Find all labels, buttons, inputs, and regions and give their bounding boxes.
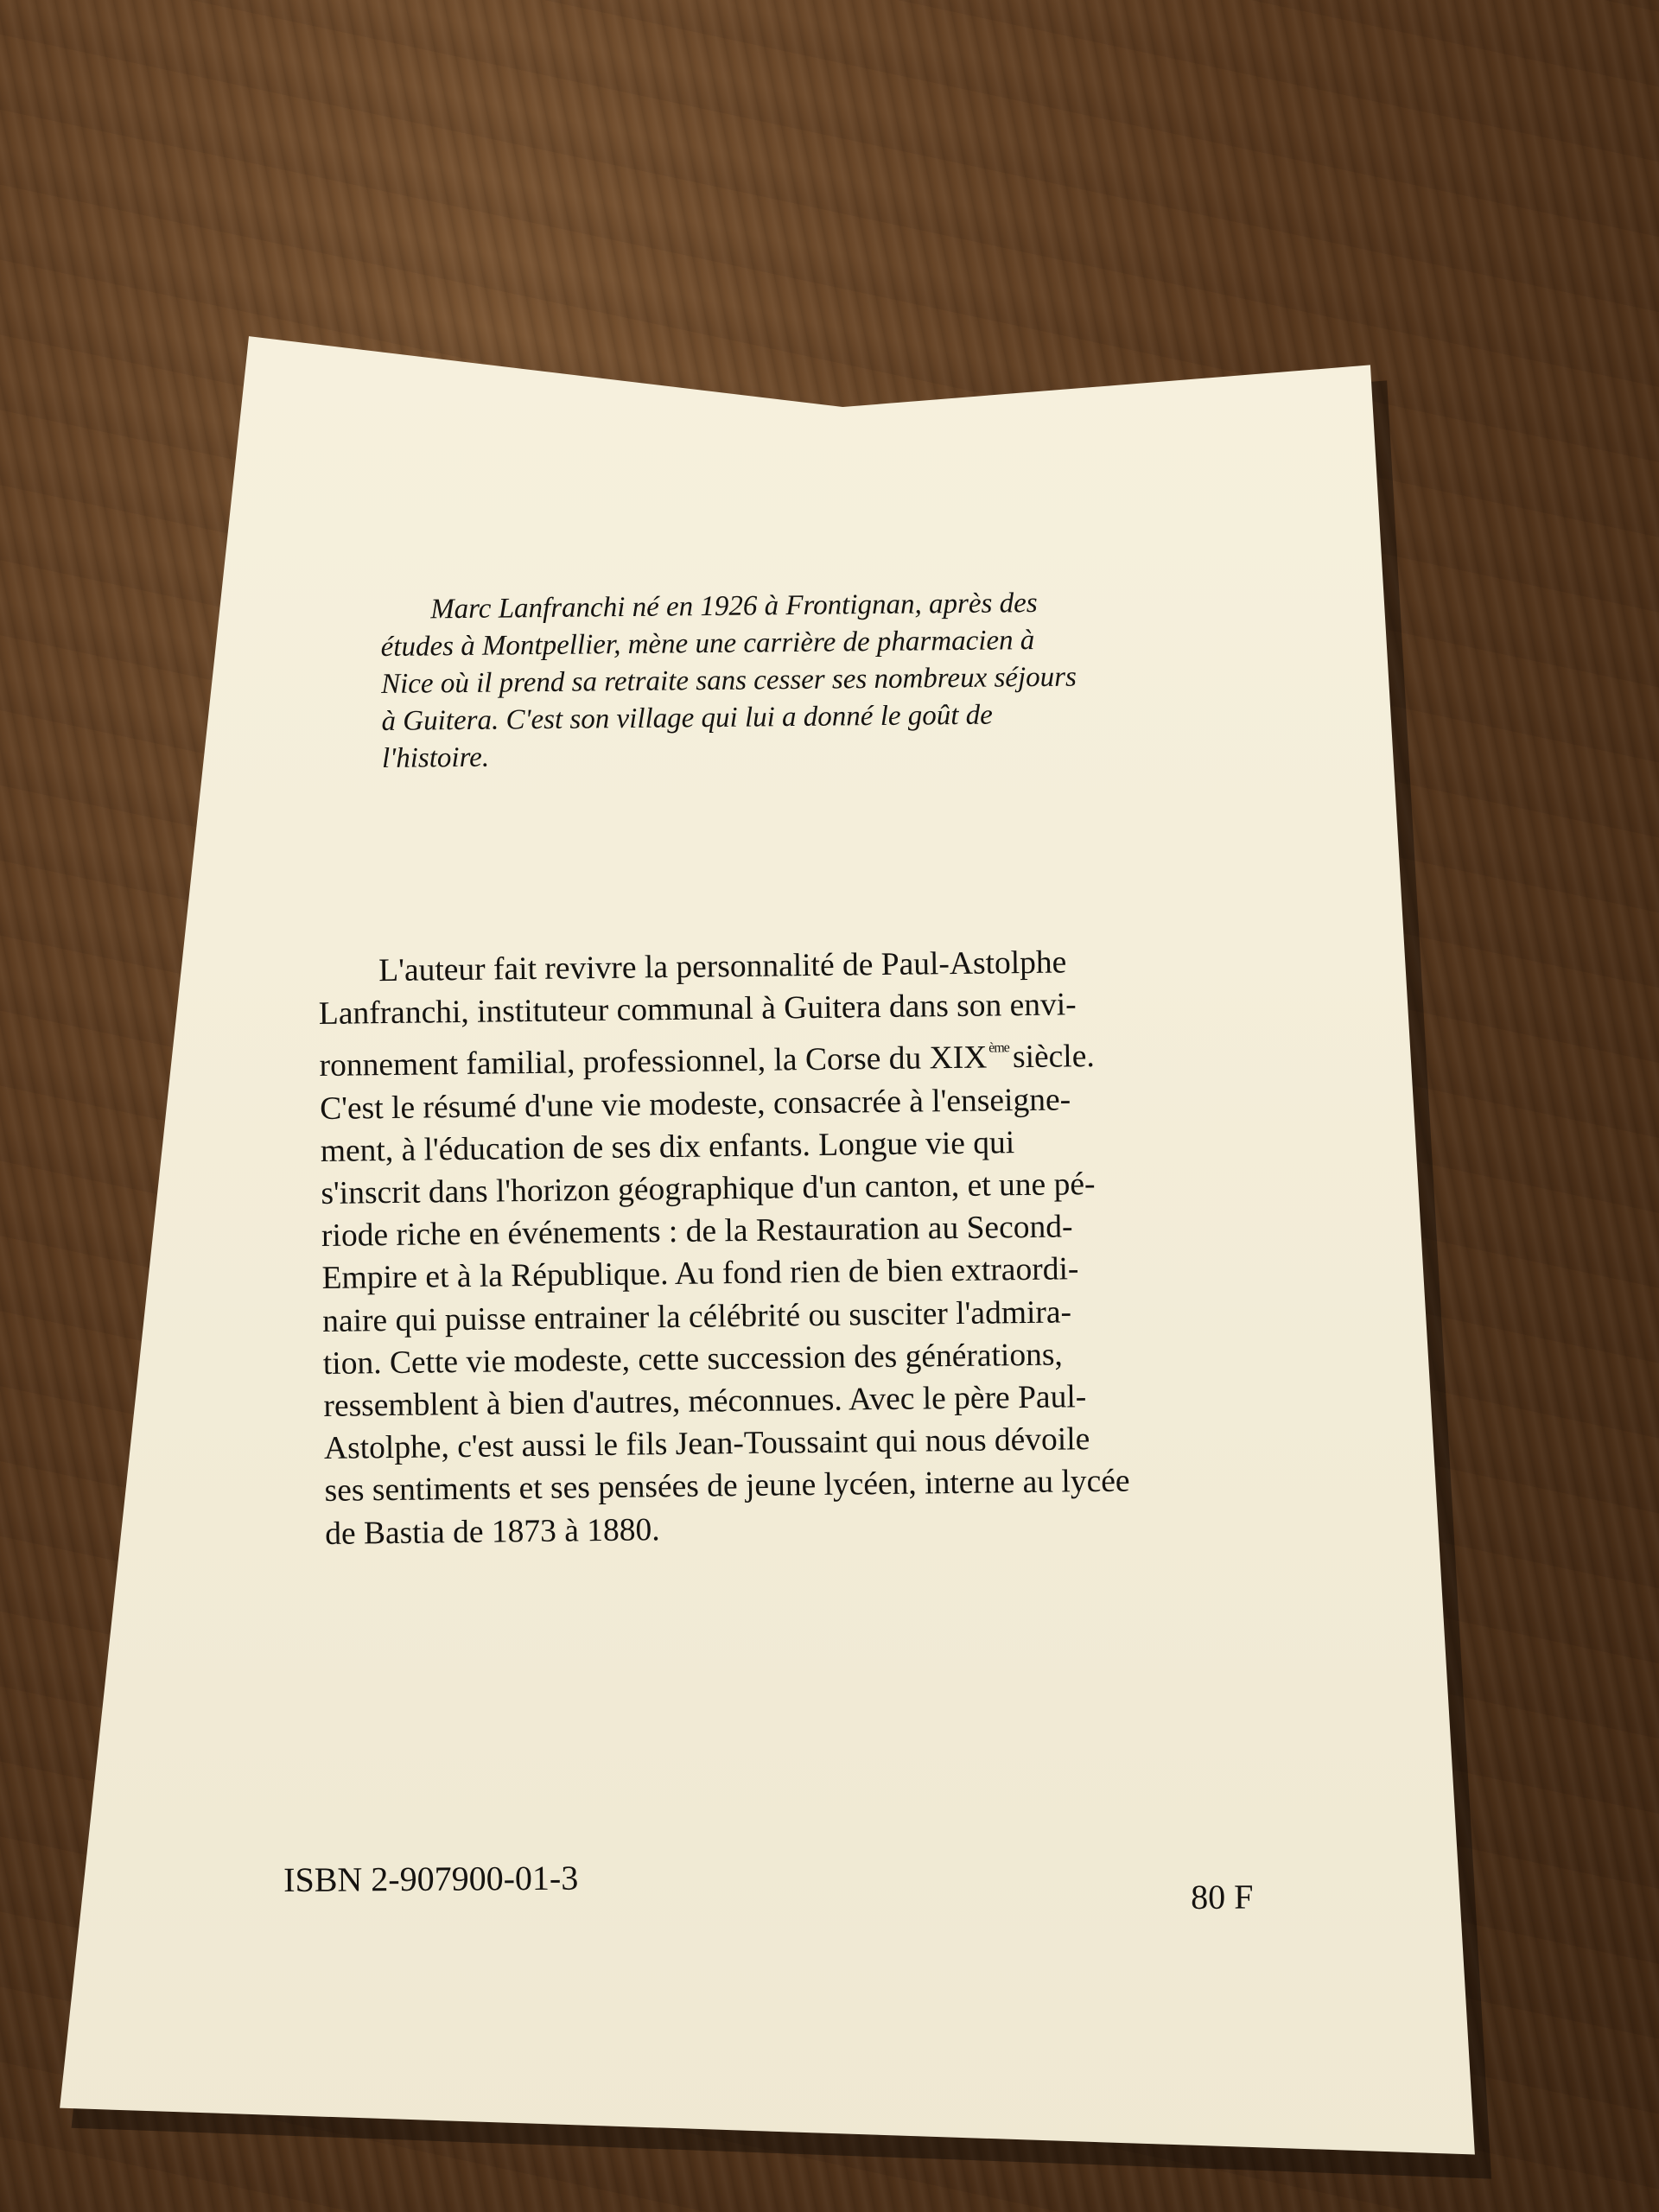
description-line: Empire et à la République. Au fond rien de bien extraordi- bbox=[321, 1251, 1079, 1297]
description-line: ses sentiments et ses pensées de jeune lycéen, interne au lycée bbox=[324, 1464, 1130, 1510]
bio-line: Marc Lanfranchi né en 1926 à Frontignan, après des bbox=[430, 588, 1038, 626]
description-line: Astolphe, c'est aussi le fils Jean-Toussaint qui nous dévoile bbox=[323, 1421, 1090, 1467]
description-line: naire qui puisse entrainer la célébrité ou susciter l'admira- bbox=[321, 1294, 1072, 1339]
description-line: de Bastia de 1873 à 1880. bbox=[324, 1511, 660, 1552]
century-suffix: ème bbox=[988, 1040, 1009, 1056]
description-line: riode riche en événements : de la Restauration au Second- bbox=[321, 1209, 1073, 1255]
description-line: ressemblent à bien d'autres, méconnues. Avec le père Paul- bbox=[323, 1379, 1087, 1424]
description-line bbox=[319, 1026, 1125, 1088]
bio-line: à Guitera. C'est son village qui lui a donné le goût de bbox=[381, 699, 994, 737]
description-line: C'est le résumé d'une vie modeste, consacrée à l'enseigne- bbox=[319, 1081, 1071, 1127]
price-label: 80 F bbox=[1191, 1877, 1254, 1916]
description-line-text: ronnement familial, professionnel, la Corse du XIX bbox=[319, 1039, 988, 1084]
century-tail: siècle. bbox=[1012, 1039, 1095, 1076]
book-description bbox=[318, 941, 1130, 1555]
description-line: Lanfranchi, instituteur communal à Guitera dans son envi- bbox=[318, 987, 1077, 1033]
bio-line: études à Montpellier, mène une carrière de pharmacien à bbox=[380, 625, 1035, 663]
author-bio bbox=[380, 585, 1077, 778]
description-line: ment, à l'éducation de ses dix enfants. Longue vie qui bbox=[320, 1124, 1015, 1169]
bio-line: Nice où il prend sa retraite sans cesser ses nombreux séjours bbox=[380, 661, 1077, 700]
isbn-number: ISBN 2-907900-01-3 bbox=[283, 1858, 579, 1899]
bio-line: l'histoire. bbox=[381, 741, 490, 774]
description-line: L'auteur fait revivre la personnalité de Paul-Astolphe bbox=[378, 944, 1067, 989]
description-line: s'inscrit dans l'horizon géographique d'un canton, et une pé- bbox=[321, 1166, 1096, 1211]
description-line: tion. Cette vie modeste, cette succession des générations, bbox=[322, 1337, 1064, 1382]
